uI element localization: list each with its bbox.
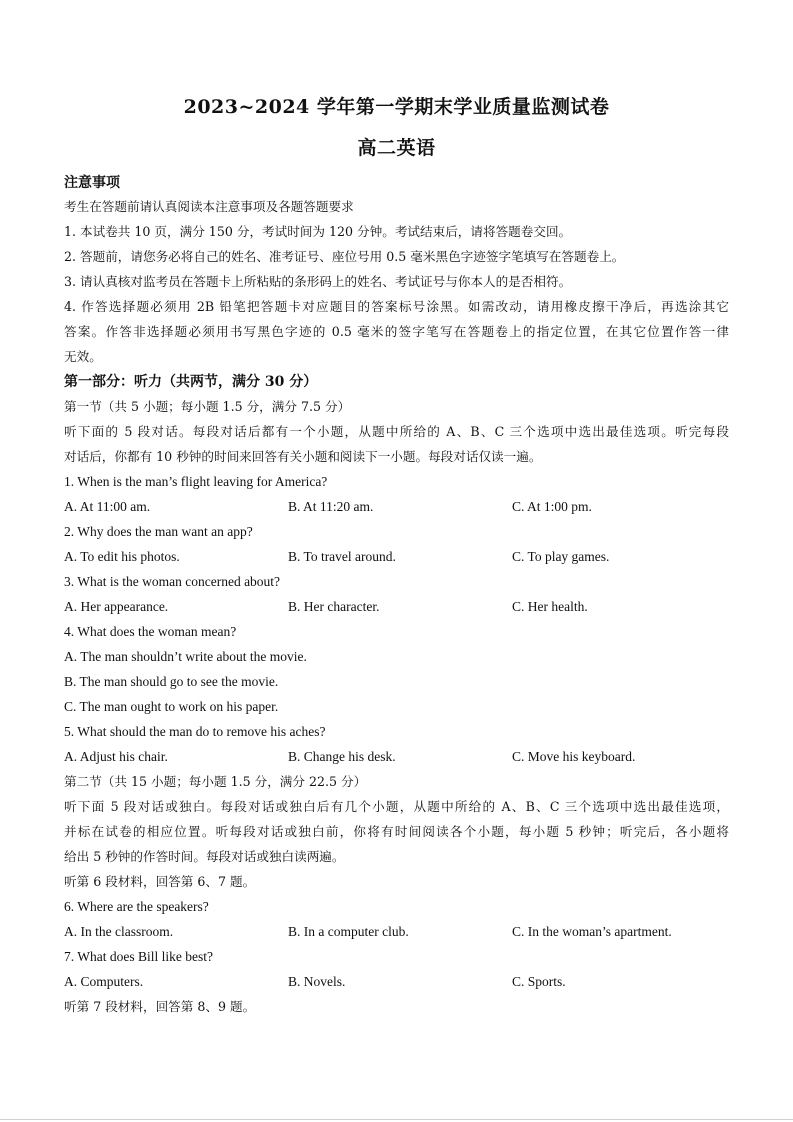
question-1-stem: 1. When is the man’s flight leaving for America?	[64, 474, 328, 489]
question-3-stem: 3. What is the woman concerned about?	[64, 574, 281, 589]
notice-intro: 考生在答题前请认真阅读本注意事项及各题答题要求	[64, 199, 354, 214]
part1-heading: 第一部分：听力（共两节，满分 30 分）	[64, 374, 318, 390]
question-6-option-a: A. In the classroom.	[64, 924, 174, 939]
question-6-option-c: C. In the woman’s apartment.	[512, 924, 672, 939]
notice-heading: 注意事项	[64, 175, 120, 191]
question-2-option-b: B. To travel around.	[288, 549, 396, 564]
question-6-option-b: B. In a computer club.	[288, 924, 409, 939]
question-5-option-b: B. Change his desk.	[288, 749, 396, 764]
question-1-option-c: C. At 1:00 pm.	[512, 499, 592, 514]
exam-title: 2023~2024 学年第一学期末学业质量监测试卷	[183, 96, 610, 118]
section2-directions-line-1: 听下面 5 段对话或独白。每段对话或独白后有几个小题，从题中所给的 A、B、C 三个选项中选出最佳选项，	[64, 799, 729, 814]
material-7-instruction: 听第 7 段材料，回答第 8、9 题。	[64, 999, 256, 1014]
question-3-option-c: C. Her health.	[512, 599, 588, 614]
section1-heading: 第一节（共 5 小题；每小题 1.5 分，满分 7.5 分）	[64, 399, 351, 414]
question-2-option-a: A. To edit his photos.	[64, 549, 180, 564]
question-7-option-b: B. Novels.	[288, 974, 346, 989]
question-1-option-b: B. At 11:20 am.	[288, 499, 374, 514]
question-4-stem: 4. What does the woman mean?	[64, 624, 237, 639]
question-1-option-a: A. At 11:00 am.	[64, 499, 151, 514]
question-4-option-b: B. The man should go to see the movie.	[64, 674, 279, 689]
notice-item-3: 3. 请认真核对监考员在答题卡上所粘贴的条形码上的姓名、考试证号与你本人的是否相符。	[64, 274, 572, 289]
material-6-instruction: 听第 6 段材料，回答第 6、7 题。	[64, 874, 256, 889]
section1-directions-line-1: 听下面的 5 段对话。每段对话后都有一个小题，从题中所给的 A、B、C 三个选项中选出最佳选项。听完每段	[64, 424, 729, 439]
notice-item-4-line-1: 4. 作答选择题必须用 2B 铅笔把答题卡对应题目的答案标号涂黑。如需改动，请用橡皮擦干净后，再选涂其它	[64, 299, 729, 314]
question-7-stem: 7. What does Bill like best?	[64, 949, 213, 964]
notice-item-2: 2. 答题前，请您务必将自己的姓名、准考证号、座位号用 0.5 毫米黑色字迹签字笔填写在答题卷上。	[64, 249, 625, 264]
question-7-option-c: C. Sports.	[512, 974, 566, 989]
question-3-option-b: B. Her character.	[288, 599, 380, 614]
question-6-stem: 6. Where are the speakers?	[64, 899, 209, 914]
section2-heading: 第二节（共 15 小题；每小题 1.5 分，满分 22.5 分）	[64, 774, 367, 789]
question-4-option-c: C. The man ought to work on his paper.	[64, 699, 279, 714]
notice-item-4-line-3: 无效。	[64, 349, 102, 364]
notice-item-1: 1. 本试卷共 10 页，满分 150 分，考试时间为 120 分钟。考试结束后，请将答题卷交回。	[64, 224, 572, 239]
section2-directions-line-3: 给出 5 秒钟的作答时间。每段对话或独白读两遍。	[64, 849, 345, 864]
question-2-stem: 2. Why does the man want an app?	[64, 524, 253, 539]
question-4-option-a: A. The man shouldn’t write about the movie.	[64, 649, 307, 664]
question-2-option-c: C. To play games.	[512, 549, 610, 564]
question-5-option-a: A. Adjust his chair.	[64, 749, 168, 764]
section1-directions-line-2: 对话后，你都有 10 秒钟的时间来回答有关小题和阅读下一小题。每段对话仅读一遍。	[64, 449, 542, 464]
question-3-option-a: A. Her appearance.	[64, 599, 169, 614]
question-7-option-a: A. Computers.	[64, 974, 144, 989]
notice-item-4-line-2: 答案。作答非选择题必须用书写黑色字迹的 0.5 毫米的签字笔写在答题卷上的指定位置，在其它位置作答一律	[64, 324, 729, 339]
question-5-option-c: C. Move his keyboard.	[512, 749, 636, 764]
page-bottom-divider	[0, 1119, 793, 1120]
exam-subject: 高二英语	[357, 137, 436, 159]
section2-directions-line-2: 并标在试卷的相应位置。听每段对话或独白前，你将有时间阅读各个小题，每小题 5 秒钟；听完后，各小题将	[64, 824, 729, 839]
question-5-stem: 5. What should the man do to remove his aches?	[64, 724, 326, 739]
